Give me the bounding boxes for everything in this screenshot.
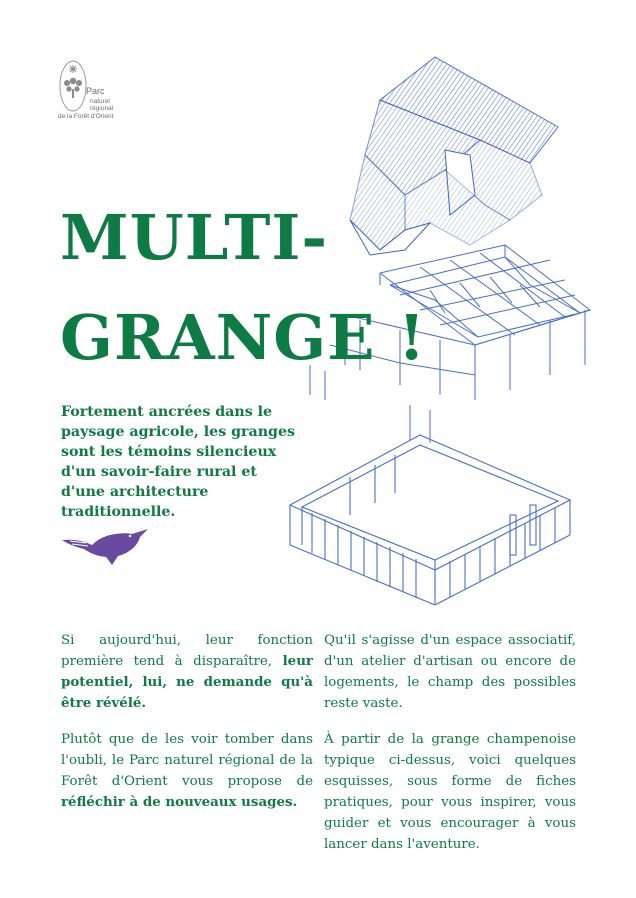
logo-line-naturel: naturel	[90, 98, 110, 105]
right-column	[324, 630, 576, 870]
left-p2-emphasis: réfléchir à de nouveaux usages.	[61, 794, 298, 810]
logo-line-foret: de la Forêt d'Orient	[58, 113, 114, 120]
left-paragraph-1	[61, 630, 313, 714]
title-line-1: MULTI-	[60, 201, 329, 274]
logo-line-parc: Parc	[86, 86, 105, 96]
bird-icon	[60, 525, 150, 567]
right-paragraph-1: Qu'il s'agisse d'un espace associatif, d'un atelier d'artisan ou encore de logements, le champ des possibles reste vaste.	[324, 633, 576, 711]
left-p1-emphasis: leur potentiel, lui, ne demande qu'à être révélé.	[61, 653, 313, 711]
title-line-2: GRANGE !	[60, 301, 427, 374]
logo-line-regional: régional	[90, 105, 114, 112]
intro-paragraph: Fortement ancrées dans le paysage agricole, les granges sont les témoins silencieux d'un savoir-faire rural et d'une architecture traditionnelle.	[61, 404, 295, 521]
right-paragraph-2: À partir de la grange champenoise typique ci-dessus, voici quelques esquisses, sous forme de fiches pratiques, pour vous inspirer, vous guider et vous encourager à vous lancer dans l'aventure.	[324, 732, 576, 852]
left-column	[61, 630, 313, 828]
left-p2-text: Plutôt que de les voir tomber dans l'oubli, le Parc naturel régional de la Forêt d'Orient vous propose de	[61, 732, 313, 789]
left-p1-text: Si aujourd'hui, leur fonction première tend à disparaître,	[61, 633, 313, 669]
page-title	[60, 188, 426, 388]
left-paragraph-2	[61, 729, 313, 813]
walls-layer	[290, 435, 570, 605]
